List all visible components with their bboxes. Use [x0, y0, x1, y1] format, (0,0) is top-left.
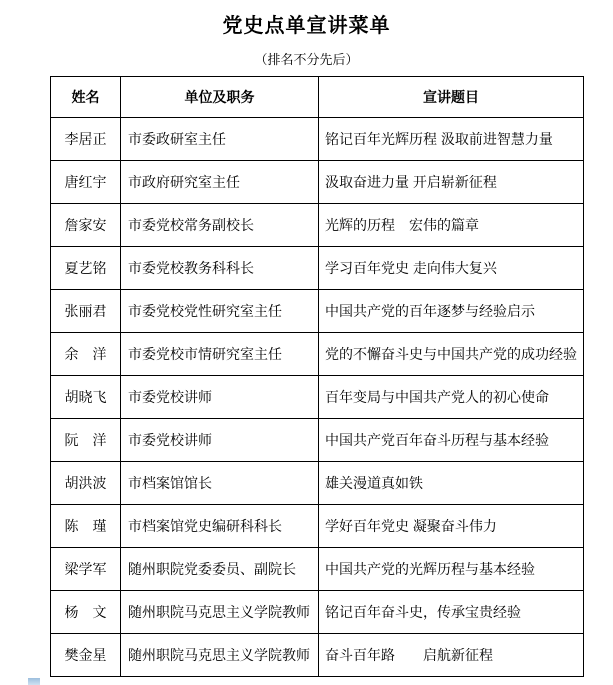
table-row [51, 505, 584, 548]
name-cell: 胡洪波 [51, 462, 121, 505]
table-row [51, 462, 584, 505]
topic-cell: 百年变局与中国共产党人的初心使命 [319, 376, 584, 419]
topic-cell: 铭记百年奋斗史，传承宝贵经验 [319, 591, 584, 634]
page-subtitle: （排名不分先后） [254, 52, 359, 67]
unit-cell: 市委党校教务科科长 [121, 247, 319, 290]
header-row [51, 77, 584, 118]
table-row [51, 591, 584, 634]
table-row [51, 419, 584, 462]
name-cell: 余 洋 [51, 333, 121, 376]
topic-cell: 中国共产党的百年逐梦与经验启示 [319, 290, 584, 333]
topic-cell: 中国共产党的光辉历程与基本经验 [319, 548, 584, 591]
header-name: 姓名 [51, 77, 121, 118]
unit-cell: 随州职院马克思主义学院教师 [121, 634, 319, 677]
unit-cell: 市委党校讲师 [121, 376, 319, 419]
name-cell: 夏艺铭 [51, 247, 121, 290]
name-cell: 陈 瑾 [51, 505, 121, 548]
unit-cell: 市委党校讲师 [121, 419, 319, 462]
name-cell: 胡晓飞 [51, 376, 121, 419]
topic-cell: 铭记百年光辉历程 汲取前进智慧力量 [319, 118, 584, 161]
table-row [51, 634, 584, 677]
unit-cell: 市政府研究室主任 [121, 161, 319, 204]
unit-cell: 市委政研室主任 [121, 118, 319, 161]
header-topic: 宣讲题目 [319, 77, 584, 118]
topic-cell: 党的不懈奋斗史与中国共产党的成功经验 [319, 333, 584, 376]
table-header [51, 77, 584, 118]
topic-cell: 奋斗百年路 启航新征程 [319, 634, 584, 677]
name-cell: 阮 洋 [51, 419, 121, 462]
unit-cell: 市档案馆党史编研科科长 [121, 505, 319, 548]
table-row [51, 376, 584, 419]
document-page [0, 9, 613, 685]
table-row [51, 290, 584, 333]
unit-cell: 随州职院马克思主义学院教师 [121, 591, 319, 634]
name-cell: 樊金星 [51, 634, 121, 677]
header-unit: 单位及职务 [121, 77, 319, 118]
topic-cell: 雄关漫道真如铁 [319, 462, 584, 505]
topic-cell: 汲取奋进力量 开启崭新征程 [319, 161, 584, 204]
lecture-menu-table [50, 76, 584, 677]
table-row [51, 161, 584, 204]
unit-cell: 市档案馆馆长 [121, 462, 319, 505]
unit-cell: 市委党校市情研究室主任 [121, 333, 319, 376]
table-row [51, 548, 584, 591]
table-row [51, 247, 584, 290]
name-cell: 詹家安 [51, 204, 121, 247]
table-row [51, 333, 584, 376]
topic-cell: 学习百年党史 走向伟大复兴 [319, 247, 584, 290]
topic-cell: 光辉的历程 宏伟的篇章 [319, 204, 584, 247]
page-title: 党史点单宣讲菜单 [222, 15, 391, 37]
topic-cell: 学好百年党史 凝聚奋斗伟力 [319, 505, 584, 548]
topic-cell: 中国共产党百年奋斗历程与基本经验 [319, 419, 584, 462]
name-cell: 李居正 [51, 118, 121, 161]
table-row [51, 118, 584, 161]
corner-image-fragment [28, 678, 40, 685]
table-row [51, 204, 584, 247]
unit-cell: 市委党校党性研究室主任 [121, 290, 319, 333]
unit-cell: 随州职院党委委员、副院长 [121, 548, 319, 591]
unit-cell: 市委党校常务副校长 [121, 204, 319, 247]
name-cell: 杨 文 [51, 591, 121, 634]
name-cell: 张丽君 [51, 290, 121, 333]
name-cell: 梁学军 [51, 548, 121, 591]
table-body [51, 118, 584, 677]
name-cell: 唐红宇 [51, 161, 121, 204]
